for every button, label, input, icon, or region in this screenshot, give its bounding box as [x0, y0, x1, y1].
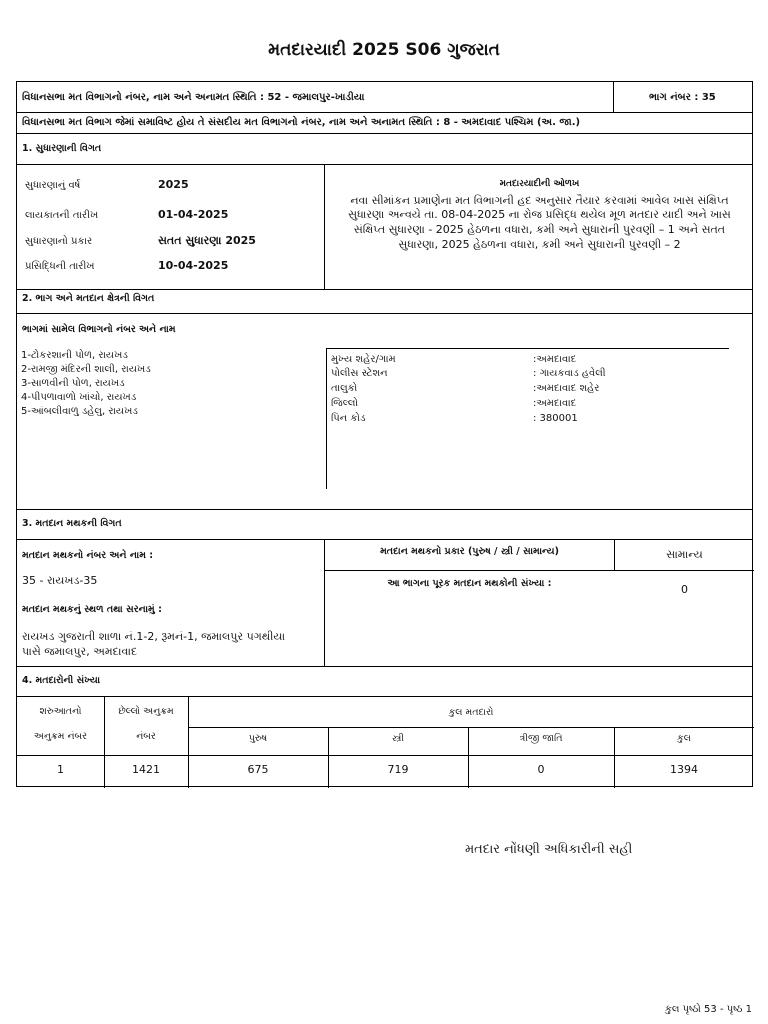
- address-label-district: જિલ્લો: [331, 398, 358, 409]
- section-4-heading: 4. મતદારોની સંખ્યા: [22, 675, 101, 686]
- officer-signature-label: મતદાર નોંધણી અધિકારીની સહી: [465, 842, 633, 857]
- section-3-heading: 3. મતદાન મથકની વિગત: [22, 518, 122, 529]
- col-total: કુલ: [677, 733, 691, 744]
- address-label-taluka: તાલુકો: [331, 383, 358, 394]
- col-total-voters-group: કુલ મતદારો: [448, 707, 494, 718]
- section-1-heading: 1. સુધારણાની વિગત: [22, 143, 102, 154]
- revision-year-label: સુધારણાનું વર્ષ: [25, 180, 81, 191]
- polling-station-value: 35 - રાયખડ-35: [22, 574, 98, 587]
- page-footer: કુલ પૃષ્ઠો 53 - પૃષ્ઠ 1: [664, 1004, 752, 1015]
- section-2-heading: 2. ભાગ અને મતદાન ક્ષેત્રની વિગત: [22, 293, 155, 304]
- publication-date-label: પ્રસિદ્ધિની તારીખ: [25, 261, 95, 272]
- cell-female: 719: [387, 763, 409, 776]
- auxiliary-stations-label: આ ભાગના પૂરક મતદાન મથકોની સંખ્યા :: [387, 578, 552, 589]
- cell-male: 675: [247, 763, 269, 776]
- cell-total: 1394: [670, 763, 698, 776]
- polling-location-line: રાયખડ ગુજરાતી શાળા નં.1-2, રૂમનં-1, જમાલપુર પગથીયા: [22, 630, 286, 643]
- station-type-label: મતદાન મથકનો પ્રકાર (પુરુષ / સ્ત્રી / સામાન્ય): [380, 546, 559, 557]
- col-third-gender: ત્રીજી જાતિ: [519, 733, 563, 744]
- address-value-police-station: : ગાયકવાડ હવેલી: [533, 368, 606, 379]
- address-label-city: મુખ્ય શહેર/ગામ: [331, 354, 396, 365]
- roll-identity-line: નવા સીમાંકન પ્રમાણેના મત વિભાગની હદ અનુસાર તૈયાર કરવામાં આવેલ ખાસ સંક્ષિપ્ત: [350, 194, 729, 207]
- page-title: મતદારયાદી 2025 S06 ગુજરાત: [268, 40, 500, 60]
- address-value-city: :અમદાવાદ: [533, 354, 577, 365]
- revision-type-value: સતત સુધારણા 2025: [158, 234, 256, 247]
- part-number: ભાગ નંબર : 35: [649, 92, 716, 103]
- station-type-value: સામાન્ય: [666, 548, 703, 561]
- polling-location-label: મતદાન મથકનું સ્થળ તથા સરનામું :: [22, 604, 162, 615]
- revision-type-label: સુધારણાનો પ્રકાર: [25, 236, 93, 247]
- roll-identity-line: સુધારણા, 2025 હેઠળના વધારા, કમી અને સુધારાની પુરવણી – 2: [398, 238, 681, 251]
- cell-end-serial: 1421: [132, 763, 160, 776]
- assembly-constituency: વિધાનસભા મત વિભાગનો નંબર, નામ અને અનામત સ્થિતિ : 52 - જમાલપુર-ખાડીયા: [22, 92, 365, 103]
- address-value-district: :અમદાવાદ: [533, 398, 577, 409]
- roll-identity-heading: મતદારયાદીની ઓળખ: [499, 179, 580, 189]
- section-list-item: 3-સાળવીની પોળ, રાયખડ: [21, 378, 125, 389]
- section-list-item: 4-પીપળાવાળો ખાંચો, રાયખડ: [21, 392, 137, 403]
- qualifying-date-label: લાયકાતની તારીખ: [25, 210, 99, 221]
- col-end-serial: છેલ્લો અનુક્રમ: [118, 706, 174, 717]
- sections-included-heading: ભાગમાં સામેલ વિભાગનો નંબર અને નામ: [22, 324, 176, 335]
- qualifying-date-value: 01-04-2025: [158, 208, 229, 221]
- address-value-pincode: : 380001: [533, 413, 578, 424]
- auxiliary-stations-value: 0: [681, 583, 688, 596]
- address-label-pincode: પિન કોડ: [331, 413, 366, 424]
- parliamentary-constituency: વિધાનસભા મત વિભાગ જેમાં સમાવિષ્ટ હોય તે સંસદીય મત વિભાગનો નંબર, નામ અને અનામત સ્થિતિ : 8 - અમદાવાદ પશ્ચિમ (અ. જા.): [22, 117, 581, 128]
- polling-station-label: મતદાન મથકનો નંબર અને નામ :: [22, 550, 154, 561]
- address-label-police-station: પોલીસ સ્ટેશન: [331, 368, 388, 379]
- electoral-roll-sheet: [16, 81, 753, 787]
- polling-location-line: પાસે જમાલપુર, અમદાવાદ: [22, 645, 138, 658]
- section-list-item: 5-આંબલીવાળુ ડહેલુ, રાયખડ: [21, 406, 138, 417]
- col-female: સ્ત્રી: [391, 733, 405, 744]
- roll-identity-line: સુધારણા અન્વયે તા. 08-04-2025 ના રોજ પ્રસિદ્ધ થયેલ મૂળ મતદાર યાદી અને ખાસ: [348, 208, 731, 221]
- col-end-serial: નંબર: [136, 731, 156, 742]
- cell-third-gender: 0: [537, 763, 545, 776]
- publication-date-value: 10-04-2025: [158, 259, 229, 272]
- col-start-serial: શરુઆતનો: [39, 706, 82, 717]
- col-start-serial: અનુક્રમ નંબર: [33, 731, 88, 742]
- section-list-item: 1-ટોકરશાની પોળ, રાયખડ: [21, 350, 128, 361]
- address-value-taluka: :અમદાવાદ શહેર: [533, 383, 600, 394]
- revision-year-value: 2025: [158, 178, 189, 191]
- section-list-item: 2-રામજી મંદિરની શાલી, રાયખડ: [21, 364, 151, 375]
- cell-start-serial: 1: [57, 763, 64, 776]
- col-male: પુરુષ: [248, 733, 268, 744]
- roll-identity-line: સંક્ષિપ્ત સુધારણા - 2025 હેઠળના વધારા, કમી અને સુધારાની પુરવણી – 1 અને સતત: [353, 223, 726, 236]
